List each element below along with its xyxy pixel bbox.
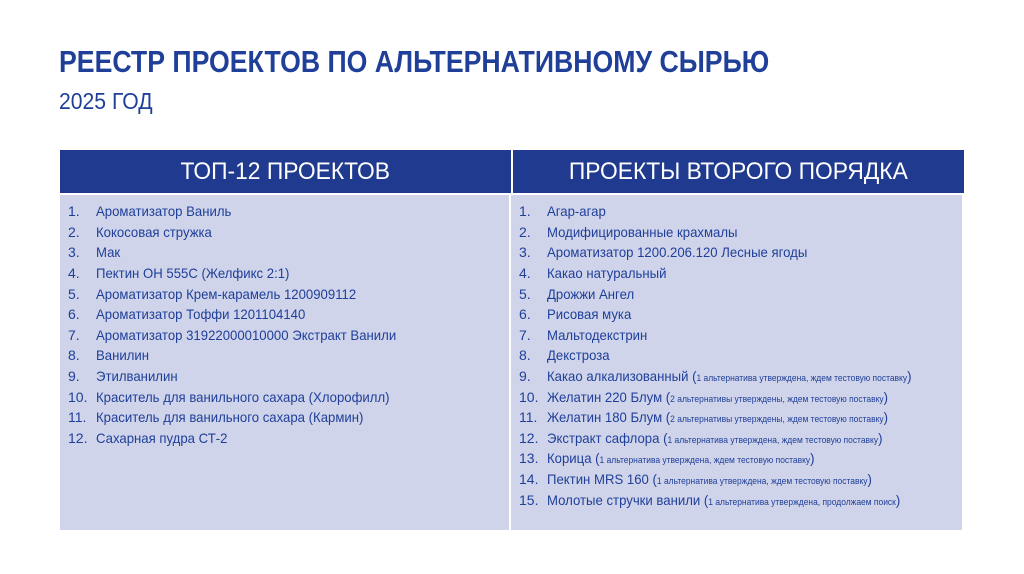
second-order-list-item bbox=[511, 304, 962, 325]
item-number: 8. bbox=[68, 347, 80, 364]
item-number: 1. bbox=[68, 203, 80, 220]
item-label: Корица ( bbox=[547, 450, 600, 467]
second-order-list-item bbox=[511, 407, 962, 428]
item-text bbox=[547, 430, 882, 446]
item-number: 3. bbox=[68, 244, 80, 261]
item-number: 11. bbox=[68, 409, 87, 426]
item-label: Краситель для ванильного сахара (Хлорофилл) bbox=[96, 388, 390, 405]
item-text bbox=[547, 492, 900, 508]
projects-table bbox=[60, 150, 964, 530]
item-close-paren: ) bbox=[895, 491, 901, 508]
item-label: Мак bbox=[96, 244, 121, 261]
second-order-list bbox=[511, 201, 962, 510]
top-12-list-item bbox=[60, 283, 509, 304]
item-text bbox=[96, 224, 212, 240]
item-text bbox=[96, 409, 363, 425]
top-12-list-item bbox=[60, 345, 509, 366]
item-number: 12. bbox=[519, 429, 539, 446]
item-number: 12. bbox=[68, 429, 88, 446]
item-close-paren: ) bbox=[883, 409, 889, 426]
item-number: 3. bbox=[519, 244, 531, 261]
item-label: Декстроза bbox=[547, 347, 610, 364]
item-status-note: 2 альтернативы утверждены, ждем тестовую поставку bbox=[670, 414, 884, 425]
top-12-list bbox=[60, 201, 509, 448]
item-label: Рисовая мука bbox=[547, 306, 632, 323]
item-label: Желатин 180 Блум ( bbox=[547, 409, 671, 426]
second-order-list-item bbox=[511, 428, 962, 449]
second-order-list-item bbox=[511, 366, 962, 387]
top-12-list-item bbox=[60, 304, 509, 325]
item-text bbox=[547, 471, 872, 487]
second-order-cell bbox=[511, 195, 962, 530]
item-text bbox=[96, 265, 289, 281]
item-label: Какао алкализованный ( bbox=[547, 368, 697, 385]
item-text bbox=[547, 450, 815, 466]
table-body-row bbox=[60, 193, 964, 530]
item-number: 6. bbox=[68, 306, 80, 323]
item-number: 10. bbox=[68, 388, 88, 405]
item-close-paren: ) bbox=[810, 450, 815, 467]
item-close-paren: ) bbox=[878, 429, 883, 446]
item-label: Ароматизатор 31922000010000 Экстракт Ванили bbox=[96, 326, 397, 343]
item-label: Мальтодекстрин bbox=[547, 326, 648, 343]
item-text bbox=[96, 389, 390, 405]
item-number: 9. bbox=[68, 368, 80, 385]
item-text bbox=[96, 347, 149, 363]
item-number: 10. bbox=[519, 388, 539, 405]
item-label: Ароматизатор Крем-карамель 1200909112 bbox=[96, 285, 357, 302]
column-header-top-12: ТОП-12 ПРОЕКТОВ bbox=[60, 150, 513, 193]
item-number: 14. bbox=[519, 471, 539, 488]
item-number: 15. bbox=[519, 491, 539, 508]
page-title: РЕЕСТР ПРОЕКТОВ ПО АЛЬТЕРНАТИВНОМУ СЫРЬЮ bbox=[59, 44, 770, 79]
item-close-paren: ) bbox=[883, 388, 889, 405]
item-label: Желатин 220 Блум ( bbox=[547, 388, 671, 405]
top-12-cell bbox=[60, 195, 511, 530]
second-order-list-item bbox=[511, 242, 962, 263]
item-label: Дрожжи Ангел bbox=[547, 285, 635, 302]
item-status-note: 1 альтернатива утверждена, ждем тестовую поставку bbox=[696, 373, 908, 384]
item-label: Пектин MRS 160 ( bbox=[547, 471, 657, 488]
item-status-note: 1 альтернатива утверждена, ждем тестовую поставку bbox=[667, 434, 879, 445]
item-text bbox=[96, 286, 356, 302]
item-number: 2. bbox=[68, 223, 80, 240]
top-12-list-item bbox=[60, 201, 509, 222]
item-number: 11. bbox=[519, 409, 538, 426]
item-text bbox=[96, 327, 396, 343]
second-order-list-item bbox=[511, 263, 962, 284]
item-label: Модифицированные крахмалы bbox=[547, 223, 738, 240]
second-order-list-item bbox=[511, 222, 962, 243]
item-text bbox=[547, 224, 737, 240]
item-text bbox=[547, 409, 888, 425]
table-header-row bbox=[60, 150, 964, 193]
second-order-list-item bbox=[511, 201, 962, 222]
top-12-list-item bbox=[60, 366, 509, 387]
item-label: Этилванилин bbox=[96, 368, 178, 385]
item-number: 4. bbox=[68, 265, 80, 282]
item-label: Ароматизатор Тоффи 1201104140 bbox=[96, 306, 306, 323]
item-text bbox=[547, 306, 631, 322]
item-label: Ванилин bbox=[96, 347, 150, 364]
item-number: 5. bbox=[519, 285, 531, 302]
item-text bbox=[547, 244, 807, 260]
item-text bbox=[547, 327, 647, 343]
second-order-list-item bbox=[511, 448, 962, 469]
second-order-list-item bbox=[511, 386, 962, 407]
item-label: Ароматизатор 1200.206.120 Лесные ягоды bbox=[547, 244, 808, 261]
item-status-note: 2 альтернативы утверждены, ждем тестовую поставку bbox=[670, 393, 884, 404]
item-label: Агар-агар bbox=[547, 203, 606, 220]
item-number: 13. bbox=[519, 450, 539, 467]
top-12-list-item bbox=[60, 325, 509, 346]
top-12-list-item bbox=[60, 222, 509, 243]
top-12-list-item bbox=[60, 407, 509, 428]
top-12-list-item bbox=[60, 263, 509, 284]
item-text bbox=[96, 430, 227, 446]
page-subtitle: 2025 ГОД bbox=[59, 88, 153, 114]
item-number: 4. bbox=[519, 265, 531, 282]
item-number: 7. bbox=[519, 326, 531, 343]
top-12-list-item bbox=[60, 428, 509, 449]
item-number: 5. bbox=[68, 285, 80, 302]
item-label: Экстракт сафлора ( bbox=[547, 429, 668, 446]
item-status-note: 1 альтернатива утверждена, ждем тестовую поставку bbox=[599, 455, 811, 466]
second-order-list-item bbox=[511, 345, 962, 366]
item-text bbox=[547, 286, 634, 302]
item-text bbox=[96, 306, 305, 322]
item-label: Пектин ОН 555С (Желфикс 2:1) bbox=[96, 265, 290, 282]
item-status-note: 1 альтернатива утверждена, продолжаем поиск bbox=[708, 496, 896, 507]
item-label: Какао натуральный bbox=[547, 265, 667, 282]
item-number: 9. bbox=[519, 368, 531, 385]
item-text bbox=[547, 368, 911, 384]
second-order-list-item bbox=[511, 325, 962, 346]
item-text bbox=[547, 203, 606, 219]
second-order-list-item bbox=[511, 489, 962, 510]
item-number: 2. bbox=[519, 223, 531, 240]
item-number: 1. bbox=[519, 203, 531, 220]
item-label: Ароматизатор Ваниль bbox=[96, 203, 232, 220]
second-order-list-item bbox=[511, 469, 962, 490]
item-label: Молотые стручки ванили ( bbox=[547, 491, 709, 508]
item-close-paren: ) bbox=[907, 368, 912, 385]
item-text bbox=[547, 389, 888, 405]
item-number: 8. bbox=[519, 347, 531, 364]
top-12-list-item bbox=[60, 386, 509, 407]
item-label: Кокосовая стружка bbox=[96, 223, 212, 240]
item-text bbox=[547, 347, 610, 363]
item-number: 6. bbox=[519, 306, 531, 323]
item-status-note: 1 альтернатива утверждена, ждем тестовую поставку bbox=[656, 476, 868, 487]
second-order-list-item bbox=[511, 283, 962, 304]
column-header-second-order: ПРОЕКТЫ ВТОРОГО ПОРЯДКА bbox=[513, 150, 964, 193]
item-label: Краситель для ванильного сахара (Кармин) bbox=[96, 409, 364, 426]
item-text bbox=[96, 203, 231, 219]
item-text bbox=[96, 244, 120, 260]
item-text bbox=[96, 368, 178, 384]
item-text bbox=[547, 265, 666, 281]
top-12-list-item bbox=[60, 242, 509, 263]
item-number: 7. bbox=[68, 326, 80, 343]
item-close-paren: ) bbox=[867, 471, 872, 488]
item-label: Сахарная пудра СТ-2 bbox=[96, 429, 228, 446]
